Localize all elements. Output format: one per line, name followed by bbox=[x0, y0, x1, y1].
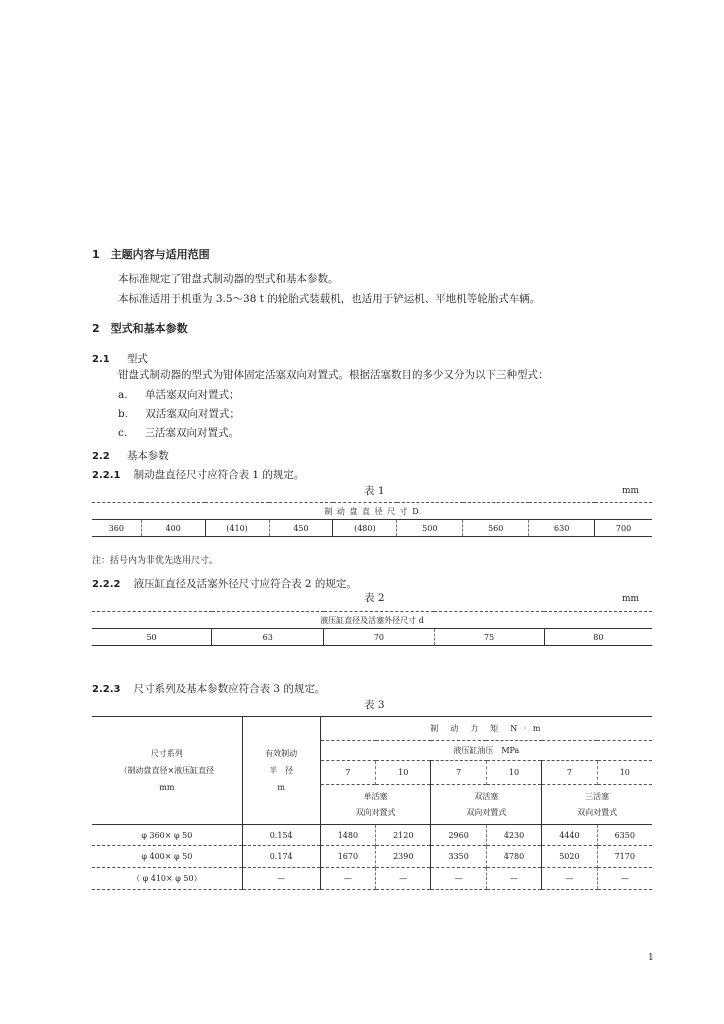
piston-type-cell bbox=[542, 785, 652, 825]
section-2-1-text: 钳盘式制动器的型式为钳体固定活塞双向对置式。根据活塞数目的多少又分为以下三种型式： bbox=[118, 369, 549, 381]
piston-type-label: 单活塞 bbox=[363, 791, 388, 801]
table-row bbox=[92, 629, 652, 646]
section-2-2-2 bbox=[92, 572, 357, 591]
braking-torque-header: 制 动 力 矩 N · m bbox=[320, 717, 652, 741]
effective-radius-sublabel: 半 径 bbox=[269, 766, 294, 775]
section-1-heading: 1 主题内容与适用范围 bbox=[92, 248, 210, 261]
table-cell: 630 bbox=[529, 520, 595, 537]
table-cell: 700 bbox=[595, 520, 652, 537]
table-cell: (480) bbox=[333, 520, 397, 537]
table-1-header: 制 动 盘 直 径 尺 寸 D bbox=[92, 503, 652, 520]
table-row bbox=[92, 846, 652, 868]
table-1-unit: mm bbox=[622, 486, 640, 496]
torque-cell: — bbox=[542, 868, 597, 890]
piston-type-label: 三活塞 bbox=[585, 791, 610, 801]
section-2-2-2-text: 液压缸直径及活塞外径尺寸应符合表 2 的规定。 bbox=[133, 578, 357, 590]
list-item-mark: b. bbox=[118, 408, 129, 420]
piston-type-sublabel: 双向对置式 bbox=[466, 807, 507, 817]
torque-cell: — bbox=[376, 868, 431, 890]
table-1-title: 表 1 bbox=[364, 485, 385, 497]
list-item-text: 双活塞双向对置式； bbox=[145, 408, 240, 420]
list-item bbox=[118, 425, 239, 440]
page-number: 1 bbox=[648, 953, 654, 963]
pressure-cell: 7 bbox=[431, 761, 486, 785]
table-3-title: 表 3 bbox=[364, 699, 385, 711]
table-1-note: 注：括号内为非优先选用尺寸。 bbox=[92, 556, 219, 566]
size-cell: φ 400× φ 50 bbox=[92, 846, 242, 868]
table-cell: 400 bbox=[141, 520, 205, 537]
torque-cell: 4440 bbox=[542, 825, 597, 846]
size-series-unit: mm bbox=[159, 783, 175, 792]
section-2-2-1-number: 2.2.1 bbox=[92, 470, 121, 481]
size-series-header bbox=[92, 717, 242, 825]
piston-type-cell bbox=[320, 785, 431, 825]
table-2-header: 液压缸直径及活塞外径尺寸 d bbox=[92, 612, 652, 629]
pressure-cell: 7 bbox=[320, 761, 375, 785]
table-row bbox=[92, 520, 652, 537]
list-item-mark: c. bbox=[118, 427, 128, 439]
pressure-cell: 10 bbox=[597, 761, 652, 785]
table-row bbox=[92, 825, 652, 846]
effective-radius-header bbox=[242, 717, 320, 825]
torque-cell: 7170 bbox=[597, 846, 652, 868]
torque-cell: 4780 bbox=[486, 846, 541, 868]
section-2-2-heading bbox=[92, 444, 169, 463]
section-1-paragraph-1: 本标准规定了钳盘式制动器的型式和基本参数。 bbox=[118, 273, 339, 285]
list-item-text: 单活塞双向对置式； bbox=[144, 389, 240, 401]
torque-cell: 5020 bbox=[542, 846, 597, 868]
torque-cell: — bbox=[486, 868, 541, 890]
pressure-cell: 7 bbox=[542, 761, 597, 785]
table-cell: 500 bbox=[397, 520, 463, 537]
section-2-2-3-number: 2.2.3 bbox=[92, 684, 121, 695]
table-cell: 80 bbox=[544, 629, 652, 646]
piston-type-sublabel: 双向对置式 bbox=[355, 807, 396, 817]
torque-cell: 2120 bbox=[376, 825, 431, 846]
torque-cell: — bbox=[320, 868, 375, 890]
effective-radius-unit: m bbox=[277, 783, 285, 792]
table-cell: 450 bbox=[269, 520, 333, 537]
radius-cell: — bbox=[242, 868, 320, 890]
table-3 bbox=[92, 716, 652, 890]
table-2 bbox=[92, 611, 652, 646]
section-2-1-title: 型式 bbox=[126, 353, 148, 365]
list-item-mark: a. bbox=[118, 389, 128, 401]
oil-pressure-header: 液压缸油压 MPa bbox=[320, 741, 652, 761]
section-2-2-1 bbox=[92, 463, 304, 482]
table-1 bbox=[92, 502, 652, 537]
table-cell: 560 bbox=[463, 520, 529, 537]
pressure-cell: 10 bbox=[486, 761, 541, 785]
piston-type-sublabel: 双向对置式 bbox=[577, 807, 618, 817]
effective-radius-label: 有效制动 bbox=[265, 749, 298, 758]
section-2-2-2-number: 2.2.2 bbox=[92, 579, 121, 590]
section-2-2-number: 2.2 bbox=[92, 451, 110, 462]
size-series-label: 尺寸系列 bbox=[150, 749, 183, 758]
pressure-cell: 10 bbox=[376, 761, 431, 785]
torque-cell: 1670 bbox=[320, 846, 375, 868]
size-cell: （ φ 410× φ 50） bbox=[92, 868, 242, 890]
section-2-2-3-text: 尺寸系列及基本参数应符合表 3 的规定。 bbox=[133, 683, 326, 695]
torque-cell: 2390 bbox=[376, 846, 431, 868]
torque-cell: 3350 bbox=[431, 846, 486, 868]
piston-type-cell bbox=[431, 785, 542, 825]
table-row bbox=[92, 868, 652, 890]
table-cell: 63 bbox=[212, 629, 324, 646]
list-item-text: 三活塞双向对置式。 bbox=[144, 427, 240, 439]
table-2-unit: mm bbox=[622, 594, 640, 604]
section-2-heading: 2 型式和基本参数 bbox=[92, 322, 188, 335]
section-2-2-1-text: 制动盘直径尺寸应符合表 1 的规定。 bbox=[133, 469, 305, 481]
table-cell: 360 bbox=[92, 520, 141, 537]
section-1-paragraph-2: 本标准适用于机重为 3.5～38 t 的轮胎式装载机，也适用于铲运机、平地机等轮胎式车辆。 bbox=[118, 293, 541, 305]
list-item bbox=[118, 387, 239, 402]
table-cell: (410) bbox=[205, 520, 269, 537]
torque-cell: 6350 bbox=[597, 825, 652, 846]
table-2-title: 表 2 bbox=[364, 592, 385, 604]
section-2-2-title: 基本参数 bbox=[126, 450, 169, 462]
size-cell: φ 360× φ 50 bbox=[92, 825, 242, 846]
torque-cell: 4230 bbox=[486, 825, 541, 846]
table-cell: 50 bbox=[92, 629, 212, 646]
torque-cell: 2960 bbox=[431, 825, 486, 846]
size-series-sublabel: （制动盘直径×液压缸直径 bbox=[119, 766, 215, 775]
radius-cell: 0.154 bbox=[242, 825, 320, 846]
list-item bbox=[118, 406, 240, 421]
torque-cell: — bbox=[431, 868, 486, 890]
section-2-2-3 bbox=[92, 677, 325, 696]
table-cell: 75 bbox=[434, 629, 544, 646]
piston-type-label: 双活塞 bbox=[474, 791, 499, 801]
torque-cell: 1480 bbox=[320, 825, 375, 846]
section-2-1-number: 2.1 bbox=[92, 354, 110, 365]
torque-cell: — bbox=[597, 868, 652, 890]
table-cell: 70 bbox=[324, 629, 434, 646]
radius-cell: 0.174 bbox=[242, 846, 320, 868]
section-2-1-heading bbox=[92, 347, 148, 366]
